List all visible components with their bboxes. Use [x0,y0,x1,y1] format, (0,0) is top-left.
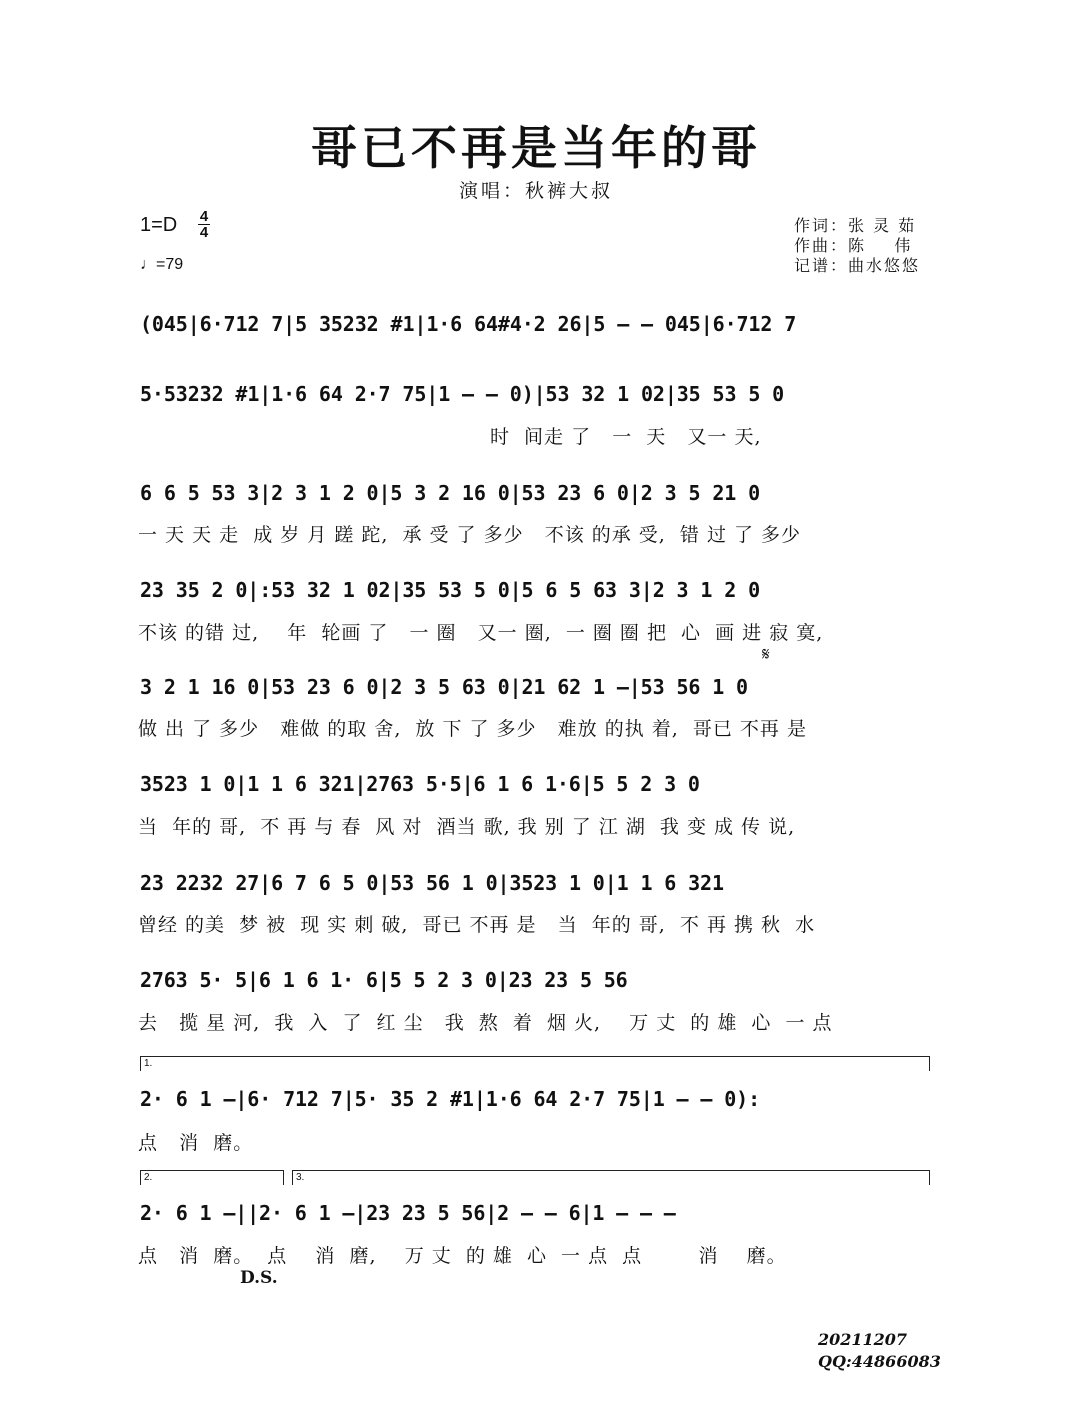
volta-2-bracket [140,1170,284,1185]
segno-sign: 𝄋 [762,644,770,665]
lyric-line-2: 时 间走 了 一 天 又一 天, [138,426,762,448]
notation-line-6: 3523 1 0|1 1 6 321|2763 5·5|6 1 6 1·6|5 5 2 3 0 [140,772,700,796]
song-title: 哥已不再是当年的哥 [311,121,761,175]
notation-line-4: 23 35 2 0|:53 32 1 02|35 53 5 0|5 6 5 63 3|2 3 1 2 0 [140,578,761,602]
footer-qq: QQ:44866083 [818,1352,941,1371]
credits-block [794,216,920,276]
notation-line-3: 6 6 5 53 3|2 3 1 2 0|5 3 2 16 0|53 23 6 0|2 3 5 21 0 [140,481,761,505]
notation-line-10: 2· 6 1 –||2· 6 1 –|23 23 5 56|2 – – 6|1 – – – [140,1201,676,1225]
meter-top: 4 [199,208,209,225]
volta-1-bracket [140,1056,930,1071]
meter-bottom: 4 [199,224,209,241]
lyric-line-4: 不该 的错 过, 年 轮画 了 一 圈 又一 圈, 一 圈 圈 把 心 画 进 寂 寞, [138,622,824,644]
notation-line-8: 2763 5· 5|6 1 6 1· 6|5 5 2 3 0|23 23 5 56 [140,968,628,992]
composer-credit: 作曲：陈 伟 [794,236,913,255]
key-signature: 1=D [140,214,178,236]
lyric-line-9: 点 消 磨。 [138,1132,254,1154]
lyricist-credit: 作词：张 灵 茹 [794,216,917,235]
dal-segno-marking: D.S. [240,1268,278,1288]
notation-line-1: (045|6·712 7|5 35232 #1|1·6 64#4·2 26|5 – – 045|6·712 7 [140,312,797,336]
volta-3-label: 3. [296,1172,305,1183]
lyric-line-7: 曾经 的美 梦 被 现 实 刺 破, 哥已 不再 是 当 年的 哥, 不 再 携 秋 水 [138,914,816,936]
transcriber-credit: 记谱：曲水悠悠 [794,256,921,275]
volta-3-bracket [292,1170,930,1185]
volta-2-label: 2. [144,1172,153,1183]
lyric-line-5: 做 出 了 多少 难做 的取 舍, 放 下 了 多少 难放 的执 着, 哥已 不再 是 [138,718,807,740]
volta-1-label: 1. [144,1058,153,1069]
singer-credit: 演唱：秋裤大叔 [458,180,613,202]
lyric-line-8: 去 揽 星 河, 我 入 了 红 尘 我 熬 着 烟 火, 万 丈 的 雄 心 一 点 [138,1012,833,1034]
notation-line-7: 23 2232 27|6 7 6 5 0|53 56 1 0|3523 1 0|1 1 6 321 [140,871,724,895]
lyric-line-6: 当 年的 哥, 不 再 与 春 风 对 酒当 歌, 我 别 了 江 湖 我 变 成 传 说, [138,816,796,838]
lyric-line-10: 点 消 磨。 点 消 磨, 万 丈 的 雄 心 一 点 点 消 磨。 [138,1245,787,1267]
tempo-marking: ♩=79 [140,256,184,273]
footer-date: 20211207 [818,1330,908,1349]
notation-line-2: 5·53232 #1|1·6 64 2·7 75|1 – – 0)|53 32 1 02|35 53 5 0 [140,382,785,406]
notation-line-9: 2· 6 1 –|6· 712 7|5· 35 2 #1|1·6 64 2·7 75|1 – – 0): [140,1087,761,1111]
lyric-line-3: 一 天 天 走 成 岁 月 蹉 跎, 承 受 了 多少 不该 的承 受, 错 过 了 多少 [138,524,802,546]
notation-line-5: 3 2 1 16 0|53 23 6 0|2 3 5 63 0|21 62 1 –|53 56 1 0 [140,675,748,699]
time-signature [198,209,210,240]
